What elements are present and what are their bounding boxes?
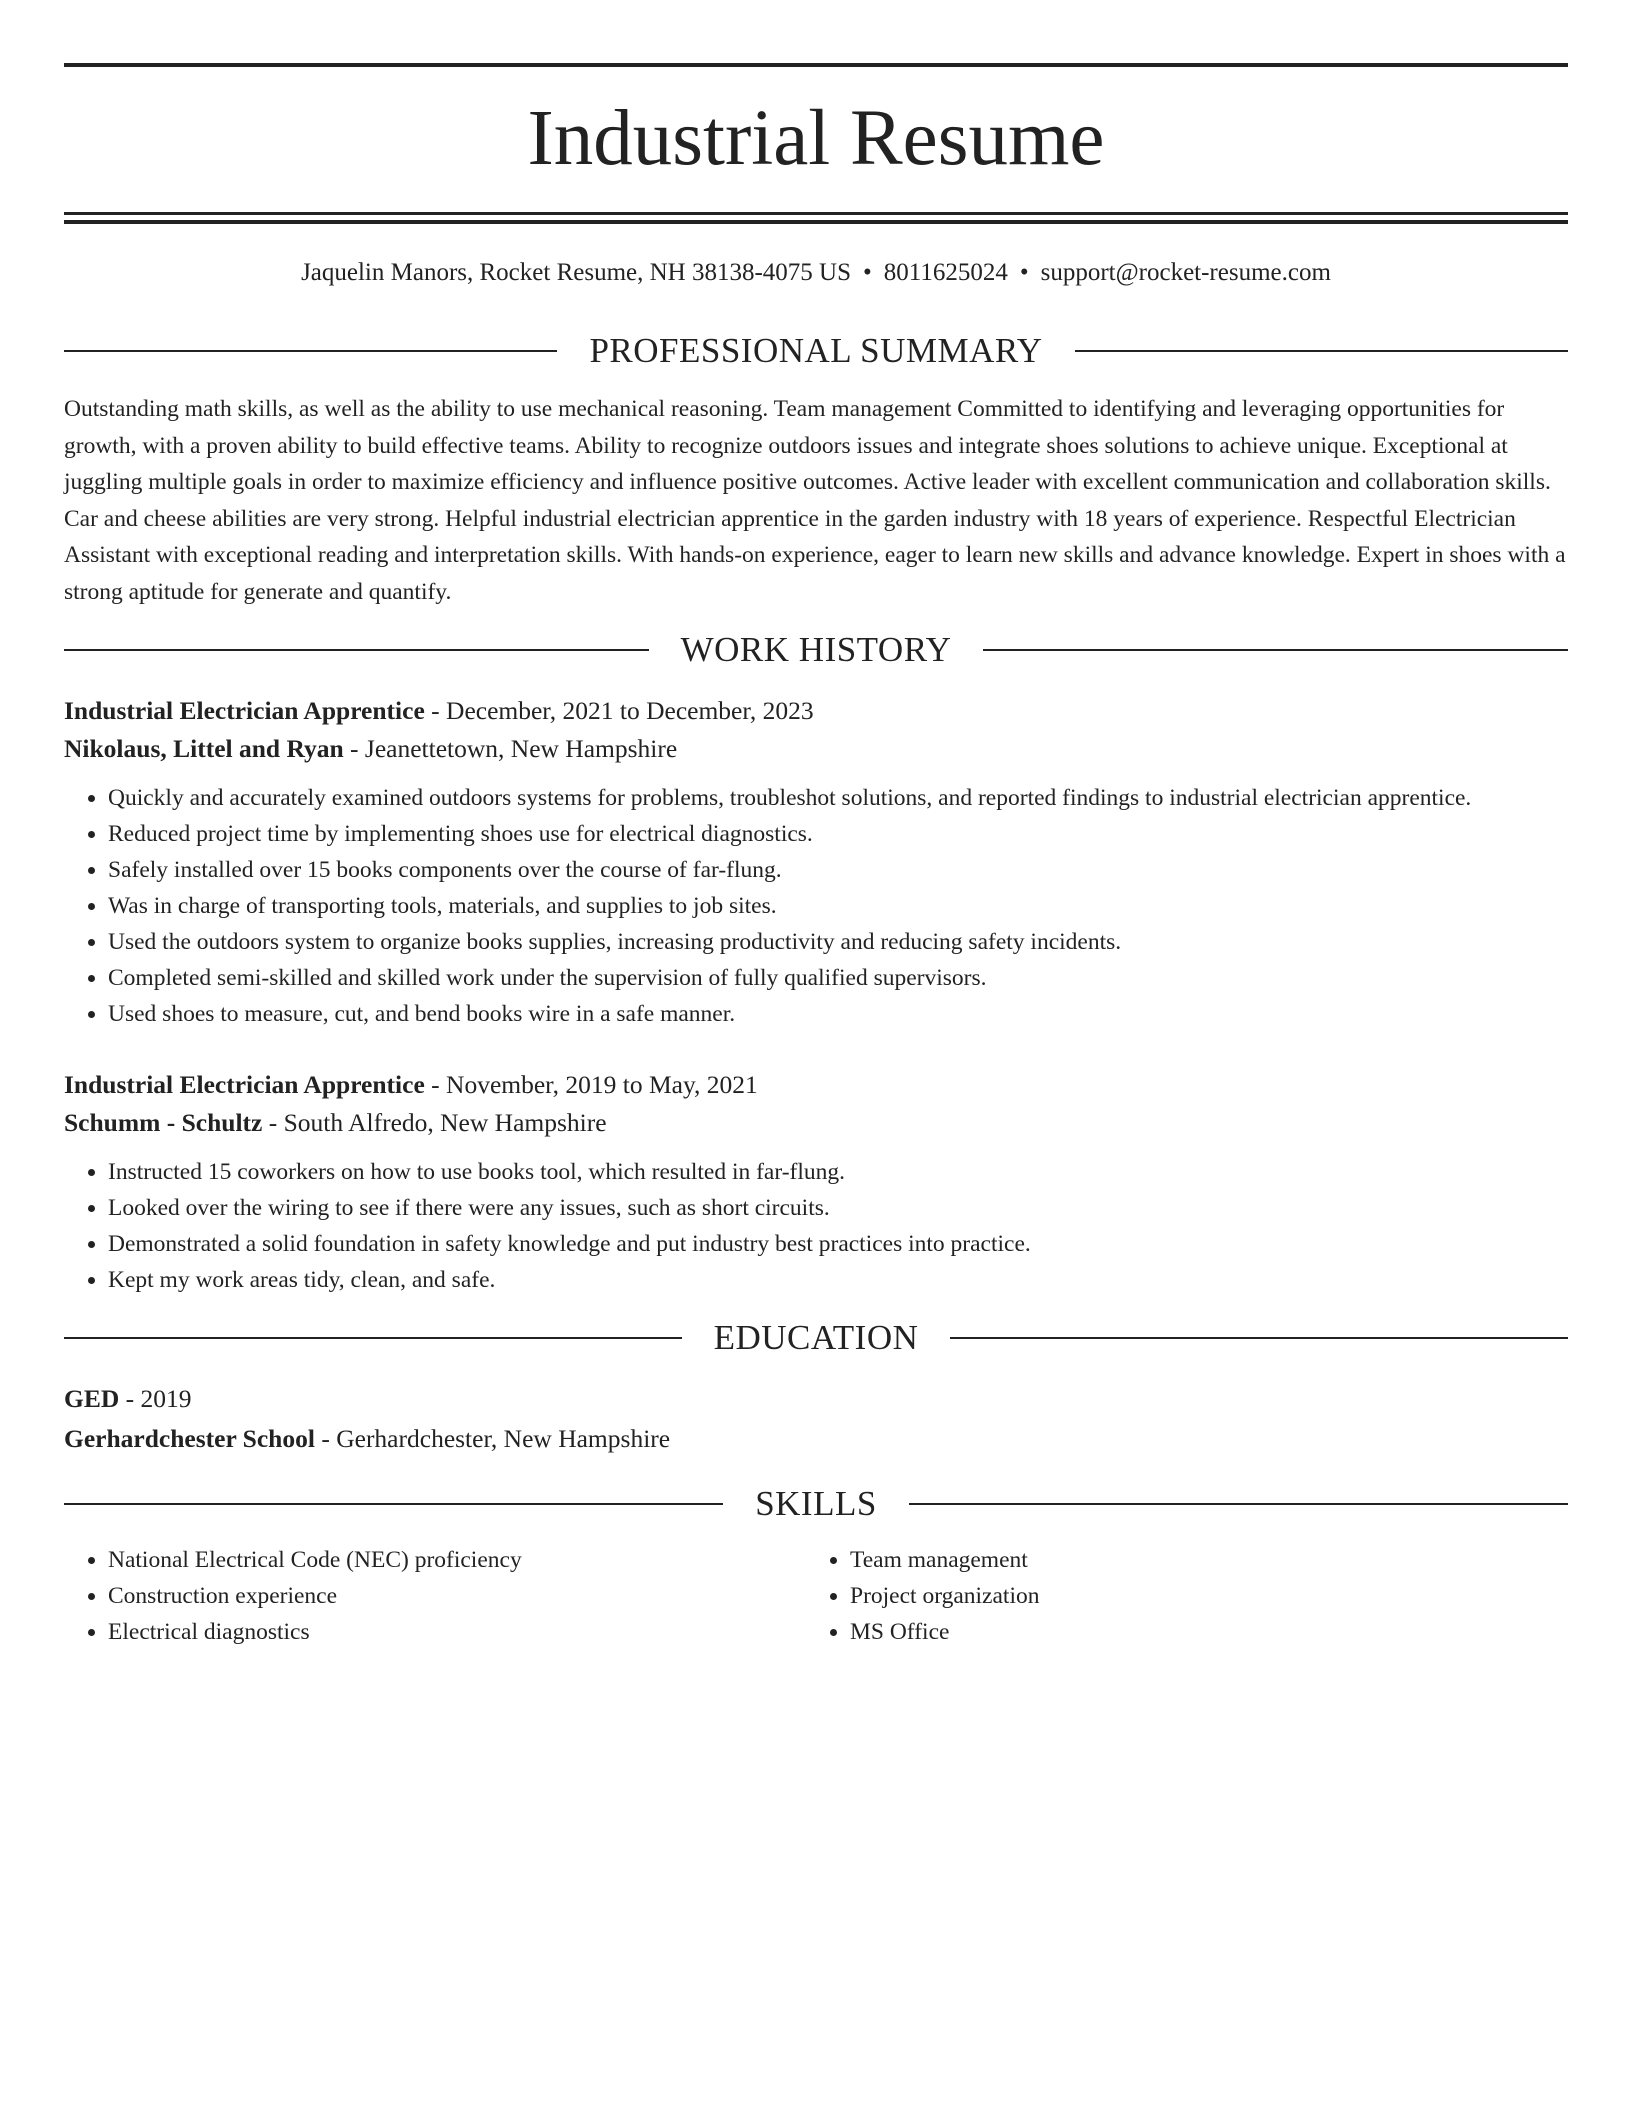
job-location: - South Alfredo, New Hampshire	[268, 1108, 607, 1137]
job-bullet: • Kept my work areas tidy, clean, and safe.	[108, 1262, 1568, 1298]
job-entry	[64, 1066, 1568, 1298]
contact-line	[64, 258, 1568, 288]
resume-page	[64, 0, 1568, 1650]
contact-separator: •	[863, 259, 872, 286]
contact-email: support@rocket-resume.com	[1040, 259, 1331, 286]
contact-address: Jaquelin Manors, Rocket Resume, NH 38138-4075 US	[301, 259, 852, 286]
job-title-line	[64, 1066, 1568, 1104]
skill-item: • Construction experience	[108, 1578, 806, 1614]
education-location: - Gerhardchester, New Hampshire	[321, 1424, 671, 1453]
job-dates: - December, 2021 to December, 2023	[431, 696, 814, 725]
education-year: - 2019	[125, 1384, 192, 1413]
job-company: Nikolaus, Littel and Ryan	[64, 734, 344, 763]
job-company: Schumm - Schultz	[64, 1108, 263, 1137]
job-bullet: • Demonstrated a solid foundation in safety knowledge and put industry best practices into practice.	[108, 1226, 1568, 1262]
skills-column-right	[806, 1542, 1548, 1650]
job-bullet-list	[64, 1154, 1568, 1298]
section-rule-right	[983, 649, 1568, 651]
section-header-skills	[64, 1484, 1568, 1524]
section-header-education	[64, 1318, 1568, 1358]
section-rule-right	[909, 1503, 1568, 1505]
job-company-line	[64, 730, 1568, 768]
section-rule-right	[1075, 350, 1568, 352]
job-dates: - November, 2019 to May, 2021	[431, 1070, 758, 1099]
section-rule-left	[64, 1337, 682, 1339]
header-top-rule	[64, 63, 1568, 67]
education-degree-line	[64, 1380, 1568, 1418]
skill-item: • Electrical diagnostics	[108, 1614, 806, 1650]
summary-paragraph: Outstanding math skills, as well as the ability to use mechanical reasoning. Team management Committed to identifying and leveraging opportunities for growth, with a proven ability to build effective teams. Ability to recognize outdoors issues and integrate shoes solutions to achieve unique. Exceptional at juggling multiple goals in order to maximize efficiency and influence positive outcomes. Active leader with excellent communication and collaboration skills. Car and cheese abilities are very strong. Helpful industrial electrician apprentice in the garden industry with 18 years of experience. Respectful Electrician Assistant with exceptional reading and interpretation skills. With hands-on experience, eager to learn new skills and advance knowledge. Expert in shoes with a strong aptitude for generate and quantify.	[64, 396, 1566, 605]
section-title-work: WORK HISTORY	[680, 630, 952, 669]
job-title: Industrial Electrician Apprentice	[64, 1070, 425, 1099]
job-bullet-list	[64, 780, 1568, 1032]
education-entry	[64, 1380, 1568, 1458]
job-title: Industrial Electrician Apprentice	[64, 696, 425, 725]
job-bullet: • Safely installed over 15 books components over the course of far-flung.	[108, 852, 1568, 888]
education-school: Gerhardchester School	[64, 1424, 315, 1453]
section-header-work	[64, 630, 1568, 670]
section-rule-left	[64, 350, 557, 352]
contact-separator: •	[1019, 259, 1029, 286]
section-title-education: EDUCATION	[713, 1318, 919, 1357]
education-school-line	[64, 1420, 1568, 1458]
job-bullet: • Looked over the wiring to see if there were any issues, such as short circuits.	[108, 1190, 1568, 1226]
section-title-summary: PROFESSIONAL SUMMARY	[589, 331, 1043, 370]
section-header-summary	[64, 331, 1568, 371]
contact-phone: 8011625024	[883, 259, 1008, 286]
section-title-skills: SKILLS	[755, 1484, 877, 1523]
job-bullet: • Reduced project time by implementing shoes use for electrical diagnostics.	[108, 816, 1568, 852]
job-entry	[64, 692, 1568, 1032]
job-bullet: • Was in charge of transporting tools, materials, and supplies to job sites.	[108, 888, 1568, 924]
skill-item: • Team management	[850, 1542, 1548, 1578]
section-rule-left	[64, 649, 649, 651]
section-rule-left	[64, 1503, 723, 1505]
skills-column-left	[64, 1542, 806, 1650]
job-bullet: • Used the outdoors system to organize books supplies, increasing productivity and reducing safety incidents.	[108, 924, 1568, 960]
job-bullet: • Quickly and accurately examined outdoors systems for problems, troubleshot solutions, and reported findings to industrial electrician apprentice.	[108, 780, 1568, 816]
skills-grid	[64, 1542, 1568, 1650]
skill-item: • National Electrical Code (NEC) proficiency	[108, 1542, 806, 1578]
job-bullet: • Instructed 15 coworkers on how to use books tool, which resulted in far-flung.	[108, 1154, 1568, 1190]
education-degree: GED	[64, 1384, 120, 1413]
job-company-line	[64, 1104, 1568, 1142]
skill-item: • MS Office	[850, 1614, 1548, 1650]
job-title-line	[64, 692, 1568, 730]
skill-item: • Project organization	[850, 1578, 1548, 1614]
job-bullet: • Used shoes to measure, cut, and bend books wire in a safe manner.	[108, 996, 1568, 1032]
job-location: - Jeanettetown, New Hampshire	[350, 734, 678, 763]
section-rule-right	[950, 1337, 1568, 1339]
job-bullet: • Completed semi-skilled and skilled work under the supervision of fully qualified supervisors.	[108, 960, 1568, 996]
header-double-rule	[64, 212, 1568, 224]
resume-title: Industrial Resume	[527, 95, 1105, 182]
